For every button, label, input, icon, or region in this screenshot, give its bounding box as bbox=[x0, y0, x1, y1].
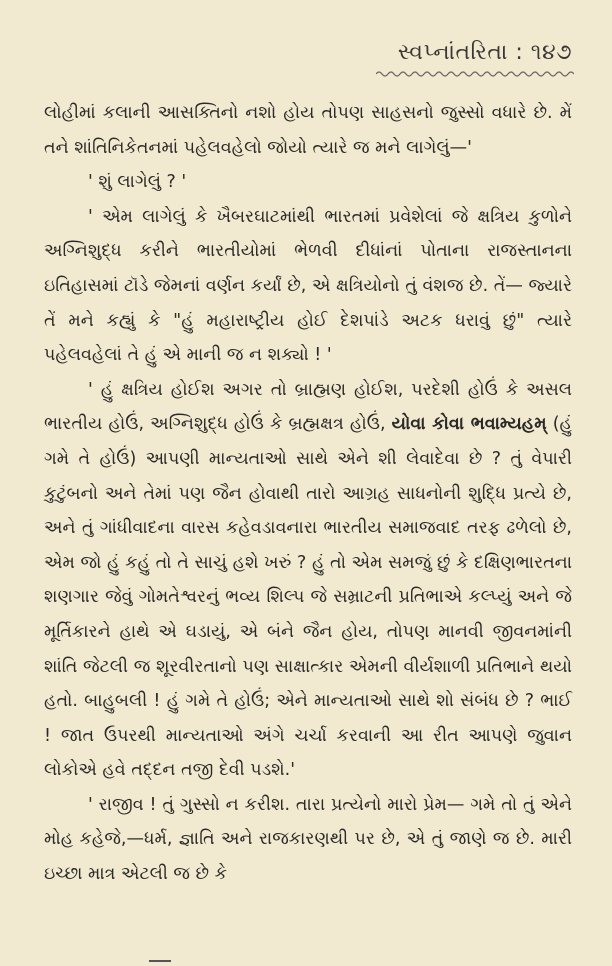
paragraph-text: ' રાજીવ ! તું ગુસ્સો ન કરીશ. તારા પ્રત્યેનો મારો પ્રેમ— ગમે તો તું એને મોહ કહેજે,—ધર્મ, જ્ઞાતિ અને રાજકારણથી પર છે, એ તું જાણે જ છે. મારી ઇચ્છા માત્ર એટલી જ છે કે bbox=[44, 794, 572, 885]
paragraph bbox=[44, 96, 572, 165]
sanskrit-quote: યોવા કોવા ભવામ્યહમ્ bbox=[391, 414, 547, 435]
paragraph-text: (હું ગમે તે હોઉં) આપણી માન્યતાઓ સાથે એને શી લેવાદેવા છે ? તું વેપારી કુટુંબનો અને તેમાં પણ જૈન હોવાથી તારો આગ્રહ સાધનોની શુદ્ધિ પ્રત્યે છે, અને તું ગાંધીવાદના વારસ કહેવડાવનારા ભારતીય સમાજવાદ તરફ ઢળેલો છે, એમ જો હું કહું તો તે સાચું હશે ખરું ? હું તો એમ સમજું છું કે દક્ષિણભારતના શણગાર જેવું ગોમતેશ્વરનું ભવ્ય શિલ્પ જે સમ્રાટની પ્રતિભાએ કલ્પ્યું અને જે મૂર્તિકારને હાથે એ ઘડાયું, એ બંને જૈન હોય, તોપણ માનવી જીવનમાંની શાંતિ જેટલી જ શૂરવીરતાનો પણ સાક્ષાત્કાર એમની વીર્યશાળી પ્રતિભાને થયો હતો. બાહુબલી ! હું ગમે તે હોઉં; એને માન્યતાઓ સાથે શો સંબંધ છે ? ભાઈ ! જાત ઉપરથી માન્યતાઓ અંગે ચર્ચા કરવાની આ રીત આપણે જુવાન લોકોએ હવે તદ્દન તજી દેવી પડશે.' bbox=[44, 414, 572, 781]
header-wavy-underline bbox=[376, 70, 574, 78]
paragraph bbox=[44, 200, 572, 373]
footer-mark bbox=[149, 960, 171, 962]
paragraph-text: ' હું ક્ષત્રિય હોઈશ અગર તો બ્રાહ્મણ હોઈશ, પરદેશી હોઉં કે અસલ ભારતીય હોઉં, અગ્નિશુદ્ધ હોઉં કે બ્રહ્મક્ષત્ર હોઉં, bbox=[44, 379, 572, 435]
paragraph-text: ' એમ લાગેલું કે ખૈબરઘાટમાંથી ભારતમાં પ્રવેશેલાં જે ક્ષત્રિય કુળોને અગ્નિશુદ્ધ કરીને ભારતીયોમાં ભેળવી દીધાંનાં પોતાના રાજસ્તાનના ઇતિહાસમાં ટૉડે જેમનાં વર્ણન કર્યાં છે, એ ક્ષત્રિયોનો તું વંશજ છે. તેં— જ્યારે તેં મને કહ્યું કે "હું મહારાષ્ટ્રીય હોઈ દેશપાંડે અટક ધરાવું છું" ત્યારે પહેલવહેલાં તે હું એ માની જ ન શક્યો ! ' bbox=[44, 206, 572, 366]
body-text bbox=[44, 96, 572, 892]
paragraph bbox=[44, 165, 572, 200]
page-header: સ્વપ્નાંતરિતા : ૧૪૭ bbox=[397, 40, 572, 65]
paragraph-text: ' શું લાગેલું ? ' bbox=[88, 172, 187, 193]
paragraph bbox=[44, 788, 572, 892]
paragraph-text: લોહીમાં કલાની આસક્તિનો નશો હોય તોપણ સાહસનો જુસ્સો વધારે છે. મેં તને શાંતિનિકેતનમાં પહેલવહેલો જોયો ત્યારે જ મને લાગેલું—' bbox=[44, 103, 572, 158]
paragraph bbox=[44, 373, 572, 788]
